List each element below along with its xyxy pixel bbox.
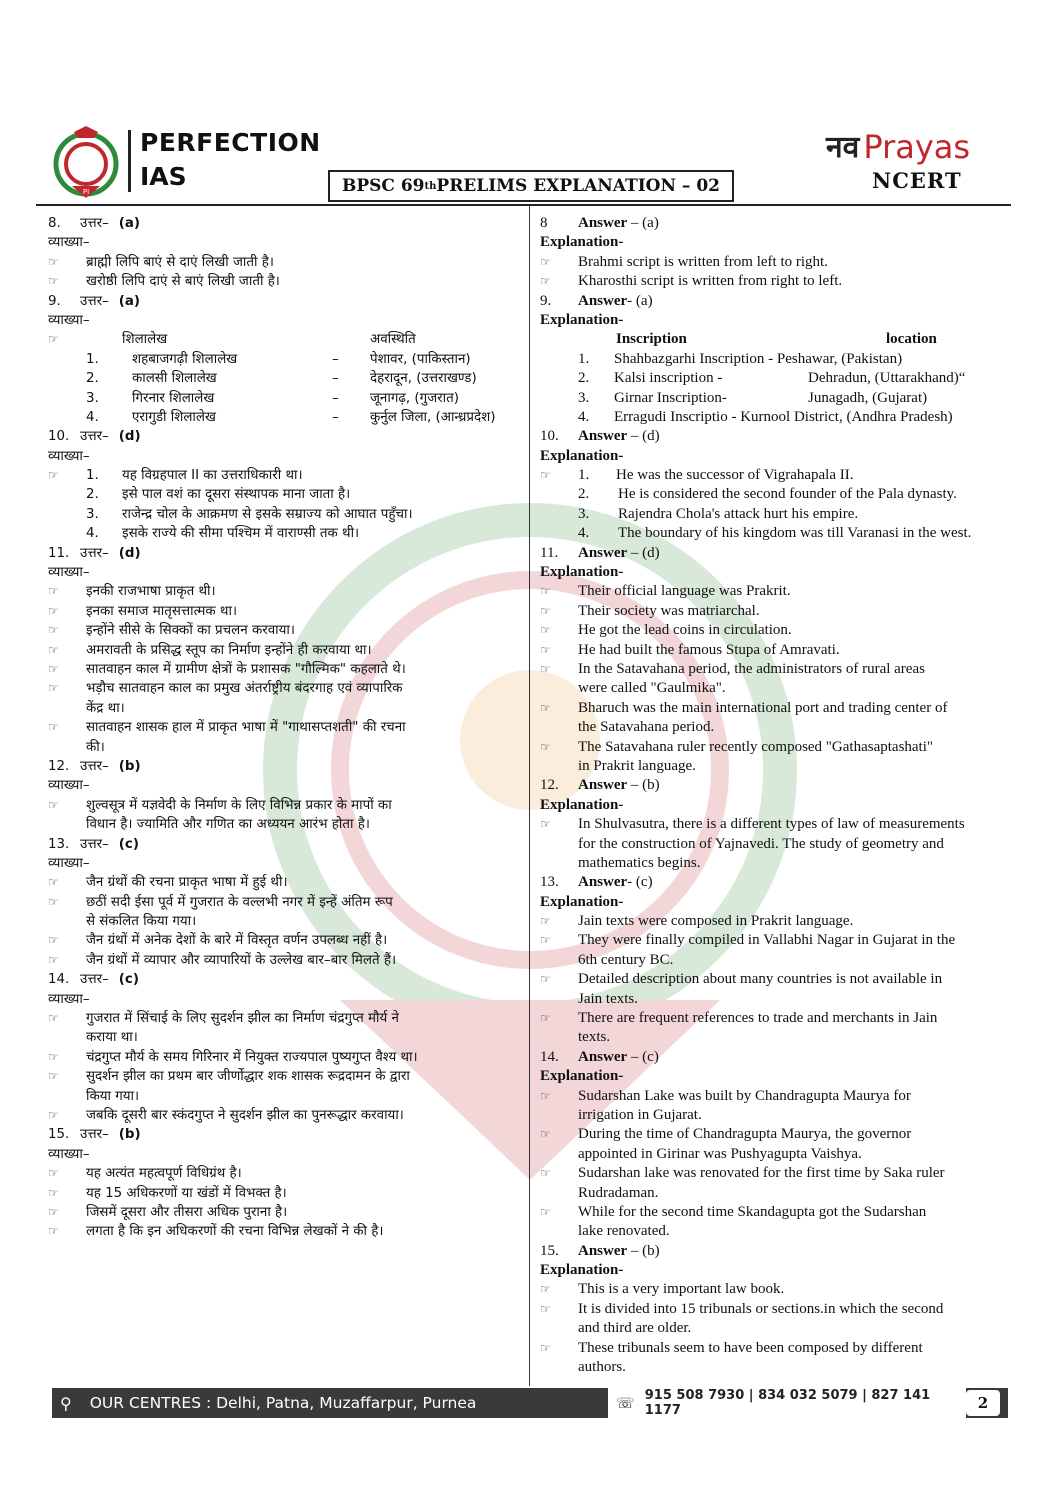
pointer-icon: ☞ [540, 933, 551, 948]
list-item: ☞ During the time of Chandragupta Maurya, the governor [540, 1125, 1012, 1144]
list-item: ☞ It is divided into 15 tribunals or sections.in which the second [540, 1300, 1012, 1319]
pointer-icon: ☞ [540, 739, 551, 754]
explanation-label: Explanation- [540, 564, 624, 581]
list-item: ☞ जिसमें दूसरा और तीसरा अधिक पुराना है। [48, 1203, 522, 1222]
pointer-icon: ☞ [540, 274, 551, 289]
pointer-icon: ☞ [540, 468, 551, 483]
pointer-icon: ☞ [48, 1185, 59, 1200]
question-8-answer: 8. उत्तर– (a) [48, 216, 141, 231]
table-row: 1. Shahbazgarhi Inscription - Peshawar, (Pakistan) [578, 350, 903, 367]
doc-title: BPSC 69 th PRELIMS EXPLANATION – 02 [328, 170, 734, 202]
question-13-answer: 13. Answer- (c) [540, 874, 653, 891]
pointer-icon: ☞ [540, 661, 551, 676]
logo-mark: PI [82, 188, 90, 196]
list-item-continued: विधान है। ज्यामिति और गणित का अध्ययन आरंभ होता है। [86, 817, 370, 833]
list-item-continued: appointed in Girinar was Pushyagupta Vaishya. [578, 1145, 862, 1162]
pointer-icon: ☞ [540, 1340, 551, 1355]
list-item-continued: authors. [578, 1359, 626, 1376]
list-item: ☞ छठीं सदी ईसा पूर्व में गुजरात के वल्लभी नगर में इन्हें अंतिम रूप [48, 893, 522, 912]
list-item: ☞ Jain texts were composed in Prakrit language. [540, 912, 1012, 931]
list-item: ☞ चंद्रगुप्त मौर्य के समय गिरिनार में नियुक्त राज्यपाल पुष्यगुप्त वैश्य था। [48, 1048, 522, 1067]
list-item: ☞ 1. He was the successor of Vigrahapala II. [540, 466, 1012, 485]
list-item: ☞ In Shulvasutra, there is a different types of law of measurements [540, 815, 1012, 834]
table-row: 2. कालसी शिलालेख – देहरादून, (उत्तराखण्ड) [86, 371, 477, 387]
list-item: ☞ Kharosthi script is written from right to left. [540, 272, 1012, 291]
pointer-icon: ☞ [540, 603, 551, 618]
question-12-answer: 12. उत्तर– (b) [48, 758, 141, 774]
explanation-label: व्याख्या– [48, 565, 90, 581]
list-item-continued: केंद्र था। [86, 700, 125, 716]
table-header: Inscription location [616, 331, 937, 348]
question-11-answer: 11. उत्तर– (d) [48, 545, 141, 561]
ncert-label: NCERT [872, 168, 962, 193]
list-item: ☞ Their official language was Prakrit. [540, 582, 1012, 601]
list-item-continued: and third are older. [578, 1320, 692, 1337]
question-8-answer: 8 Answer – (a) [540, 215, 659, 231]
pointer-icon: ☞ [540, 1282, 551, 1297]
list-item: ☞ जैन ग्रंथों में व्यापार और व्यापारियों के उल्लेख बार–बार मिलते हैं। [48, 951, 522, 970]
explanation-label: व्याख्या– [48, 1146, 90, 1162]
list-item: 4. इसके राज्ये की सीमा पश्चिम में वाराण्सी तक थी। [86, 526, 360, 542]
list-item: ☞ Detailed description about many countries is not available in [540, 970, 1012, 989]
pointer-icon: ☞ [540, 642, 551, 657]
table-row: 2. Kalsi inscription - Dehradun, (Uttarakhand)“ [578, 370, 966, 387]
list-item-continued: किया गया। [86, 1088, 140, 1104]
pointer-icon: ☞ [48, 642, 59, 657]
explanation-label: Explanation- [540, 234, 624, 251]
pointer-icon: ☞ [48, 1204, 59, 1219]
explanation-label: व्याख्या– [48, 312, 90, 328]
pointer-icon: ☞ [540, 254, 551, 269]
list-item: ☞ Their society was matriarchal. [540, 602, 1012, 621]
pointer-icon: ☞ [48, 681, 59, 696]
list-item: ☞ Sudarshan lake was renovated for the first time by Saka ruler [540, 1164, 1012, 1183]
explanation-label: व्याख्या– [48, 778, 90, 794]
list-item-continued: in Prakrit language. [578, 757, 696, 774]
pointer-icon: ☞ [48, 797, 59, 812]
pointer-icon: ☞ [48, 933, 59, 948]
table-row: 3. गिरनार शिलालेख – जूनागढ़, (गुजरात) [86, 390, 459, 406]
list-item: 3. राजेन्द्र चोल के आक्रमण से इसके सम्राज्य को आघात पहुँचा। [86, 506, 413, 522]
list-item: ☞ Bharuch was the main international port and trading center of [540, 699, 1012, 718]
pointer-icon: ☞ [48, 952, 59, 967]
list-item: 3. Rajendra Chola's attack hurt his empire. [578, 505, 859, 522]
pointer-icon: ☞ [540, 1088, 551, 1103]
question-15-answer: 15. उत्तर– (b) [48, 1127, 141, 1143]
brand-name: PERFECTION [140, 128, 321, 157]
explanation-label: Explanation- [540, 1068, 624, 1085]
list-item-continued: से संकलित किया गया। [86, 914, 197, 930]
navprayas-logo [826, 122, 1006, 166]
explanation-label: Explanation- [540, 1262, 624, 1279]
list-item: ☞ खरोष्ठी लिपि दाएं से बाएं लिखी जाती है। [48, 272, 522, 291]
list-item: ☞ The Satavahana ruler recently composed "Gathasaptashati" [540, 738, 1012, 757]
list-item: ☞ शुल्वसूत्र में यज्ञवेदी के निर्माण के लिए विभिन्न प्रकार के मापों का [48, 796, 522, 815]
list-item-continued: lake renovated. [578, 1223, 670, 1240]
explanation-label: व्याख्या– [48, 991, 90, 1007]
question-9-answer: 9. उत्तर– (a) [48, 293, 141, 309]
list-item: ☞ जबकि दूसरी बार स्कंदगुप्त ने सुदर्शन झील का पुनरूद्धार करवाया। [48, 1106, 522, 1125]
list-item-continued: for the construction of Yajnavedi. The study of geometry and [578, 835, 944, 852]
pointer-icon: ☞ [540, 1301, 551, 1316]
pointer-icon: ☞ [48, 274, 59, 289]
list-item: ☞ They were finally compiled in Vallabhi Nagar in Gujarat in the [540, 931, 1012, 950]
explanation-label: Explanation- [540, 893, 624, 910]
list-item-continued: mathematics begins. [578, 854, 701, 871]
list-item: 4. The boundary of his kingdom was till Varanasi in the west. [578, 525, 972, 542]
list-item: ☞ लगता है कि इन अधिकरणों की रचना विभिन्न लेखकों ने की है। [48, 1222, 522, 1241]
list-item: ☞ इन्होंने सीसे के सिक्कों का प्रचलन करवाया। [48, 621, 522, 640]
list-item: ☞ जैन ग्रंथों की रचना प्राकृत भाषा में हुई थी। [48, 873, 522, 892]
list-item: ☞ जैन ग्रंथों में अनेक देशों के बारे में विस्तृत वर्णन उपलब्ध नहीं है। [48, 931, 522, 950]
pointer-icon: ☞ [48, 623, 59, 638]
table-row: 3. Girnar Inscription- Junagadh, (Gujarat) [578, 389, 928, 406]
pointer-icon: ☞ [540, 914, 551, 929]
list-item-continued: 6th century BC. [578, 951, 674, 968]
brand-divider [128, 130, 131, 192]
pointer-icon: ☞ [540, 972, 551, 987]
perfection-ias-logo [52, 126, 120, 198]
pointer-icon: ☞ [48, 1166, 59, 1181]
list-item-continued: की। [86, 739, 105, 755]
pointer-icon: ☞ [48, 584, 59, 599]
list-item: ☞ 1. यह विग्रहपाल II का उत्तराधिकारी था। [48, 466, 522, 485]
pointer-icon: ☞ [48, 875, 59, 890]
pointer-icon: ☞ [48, 1224, 59, 1239]
hindi-column [48, 214, 522, 1242]
centres-text: OUR CENTRES : Delhi, Patna, Muzaffarpur, Purnea [89, 1394, 477, 1412]
brand-subname: IAS [140, 162, 187, 191]
pointer-icon: ☞ [48, 254, 59, 269]
pointer-icon: ☞ [48, 1107, 59, 1122]
page-number: 2 [966, 1390, 1000, 1416]
footer-centres [60, 1388, 476, 1418]
list-item: ☞ ब्राह्मी लिपि बाएं से दाएं लिखी जाती है। [48, 253, 522, 272]
list-item-continued: Rudradaman. [578, 1184, 659, 1201]
list-item: ☞ अमरावती के प्रसिद्ध स्तूप का निर्माण इन्होंने ही करवाया था। [48, 641, 522, 660]
list-item: ☞ गुजरात में सिंचाई के लिए सुदर्शन झील का निर्माण चंद्रगुप्त मौर्य ने [48, 1009, 522, 1028]
navprayas-logo-b: Prayas [863, 128, 971, 166]
list-item: 2. इसे पाल वशं का दूसरा संस्थापक माना जाता है। [86, 487, 351, 503]
question-10-answer: 10. उत्तर– (d) [48, 429, 141, 445]
table-header: ☞ शिलालेख अवस्थिति [48, 330, 522, 349]
pointer-icon: ☞ [540, 1011, 551, 1026]
pointer-icon: ☞ [48, 720, 59, 735]
location-pin-icon: ⚲ [60, 1393, 72, 1413]
list-item-continued: Jain texts. [578, 990, 638, 1007]
question-12-answer: 12. Answer – (b) [540, 777, 660, 794]
explanation-label: व्याख्या– [48, 448, 90, 464]
pointer-icon: ☞ [48, 468, 59, 483]
english-column [540, 214, 1012, 1377]
list-item: ☞ भड़ौच सातवाहन काल का प्रमुख अंतर्राष्ट्रीय बंदरगाह एवं व्यापारिक [48, 679, 522, 698]
pointer-icon: ☞ [540, 1166, 551, 1181]
top-rule [36, 204, 1011, 206]
question-14-answer: 14. Answer – (c) [540, 1048, 659, 1065]
pointer-icon: ☞ [540, 1204, 551, 1219]
explanation-label: Explanation- [540, 311, 624, 328]
list-item: ☞ He got the lead coins in circulation. [540, 621, 1012, 640]
pointer-icon: ☞ [540, 700, 551, 715]
phone-icon: ☏ [616, 1394, 635, 1412]
question-9-answer: 9. Answer- (a) [540, 292, 653, 309]
question-10-answer: 10. Answer – (d) [540, 428, 660, 445]
list-item-continued: irrigation in Gujarat. [578, 1106, 702, 1123]
question-15-answer: 15. Answer – (b) [540, 1242, 660, 1259]
list-item: ☞ इनकी राजभाषा प्राकृत थी। [48, 582, 522, 601]
list-item: ☞ While for the second time Skandagupta got the Sudarshan [540, 1203, 1012, 1222]
navprayas-logo-a: नव [826, 130, 860, 165]
pointer-icon: ☞ [48, 661, 59, 676]
list-item: ☞ सातवाहन काल में ग्रामीण क्षेत्रों के प्रशासक "गौल्मिक" कहलाते थे। [48, 660, 522, 679]
explanation-label: व्याख्या– [48, 855, 90, 871]
pointer-icon: ☞ [48, 332, 59, 347]
list-item: ☞ सातवाहन शासक हाल में प्राकृत भाषा में "गाथासप्तशती" की रचना [48, 718, 522, 737]
footer-phones [608, 1388, 966, 1418]
column-divider [529, 206, 530, 1386]
list-item-continued: the Satavahana period. [578, 719, 715, 736]
list-item: ☞ सुदर्शन झील का प्रथम बार जीर्णोद्धार शक शासक रूद्रदामन के द्वारा [48, 1067, 522, 1086]
pointer-icon: ☞ [48, 603, 59, 618]
question-11-answer: 11. Answer – (d) [540, 544, 660, 561]
list-item: ☞ In the Satavahana period, the administrators of rural areas [540, 660, 1012, 679]
table-row: 4. Erragudi Inscriptio - Kurnool District, (Andhra Pradesh) [578, 408, 953, 425]
pointer-icon: ☞ [540, 1127, 551, 1142]
question-13-answer: 13. उत्तर– (c) [48, 836, 139, 852]
pointer-icon: ☞ [540, 584, 551, 599]
list-item: ☞ यह 15 अधिकरणों या खंडों में विभक्त है। [48, 1184, 522, 1203]
question-14-answer: 14. उत्तर– (c) [48, 972, 139, 988]
phone-numbers: 915 508 7930 | 834 032 5079 | 827 141 1177 [644, 1388, 931, 1418]
list-item: 2. He is considered the second founder of the Pala dynasty. [578, 486, 957, 503]
pointer-icon: ☞ [48, 1049, 59, 1064]
list-item: ☞ These tribunals seem to have been composed by different [540, 1339, 1012, 1358]
explanation-label: व्याख्या– [48, 235, 90, 251]
explanation-label: Explanation- [540, 796, 624, 813]
pointer-icon: ☞ [540, 623, 551, 638]
table-row: 4. एरागुडी शिलालेख – कुर्नुल जिला, (आन्ध्रप्रदेश) [86, 409, 496, 425]
list-item: ☞ There are frequent references to trade and merchants in Jain [540, 1009, 1012, 1028]
pointer-icon: ☞ [48, 894, 59, 909]
table-row: 1. शहबाजगढ़ी शिलालेख – पेशावर, (पाकिस्तान) [86, 351, 471, 367]
pointer-icon: ☞ [540, 817, 551, 832]
list-item: ☞ He had built the famous Stupa of Amravati. [540, 641, 1012, 660]
pointer-icon: ☞ [48, 1069, 59, 1084]
list-item: ☞ इनका समाज मातृसत्तात्मक था। [48, 602, 522, 621]
list-item-continued: were called "Gaulmika". [578, 680, 726, 697]
explanation-label: Explanation- [540, 447, 624, 464]
pointer-icon: ☞ [48, 1011, 59, 1026]
list-item: ☞ This is a very important law book. [540, 1280, 1012, 1299]
list-item-continued: कराया था। [86, 1030, 138, 1046]
list-item: ☞ यह अत्यंत महत्वपूर्ण विधिग्रंथ है। [48, 1164, 522, 1183]
list-item-continued: texts. [578, 1029, 611, 1046]
list-item: ☞ Sudarshan Lake was built by Chandragupta Maurya for [540, 1087, 1012, 1106]
list-item: ☞ Brahmi script is written from left to right. [540, 253, 1012, 272]
